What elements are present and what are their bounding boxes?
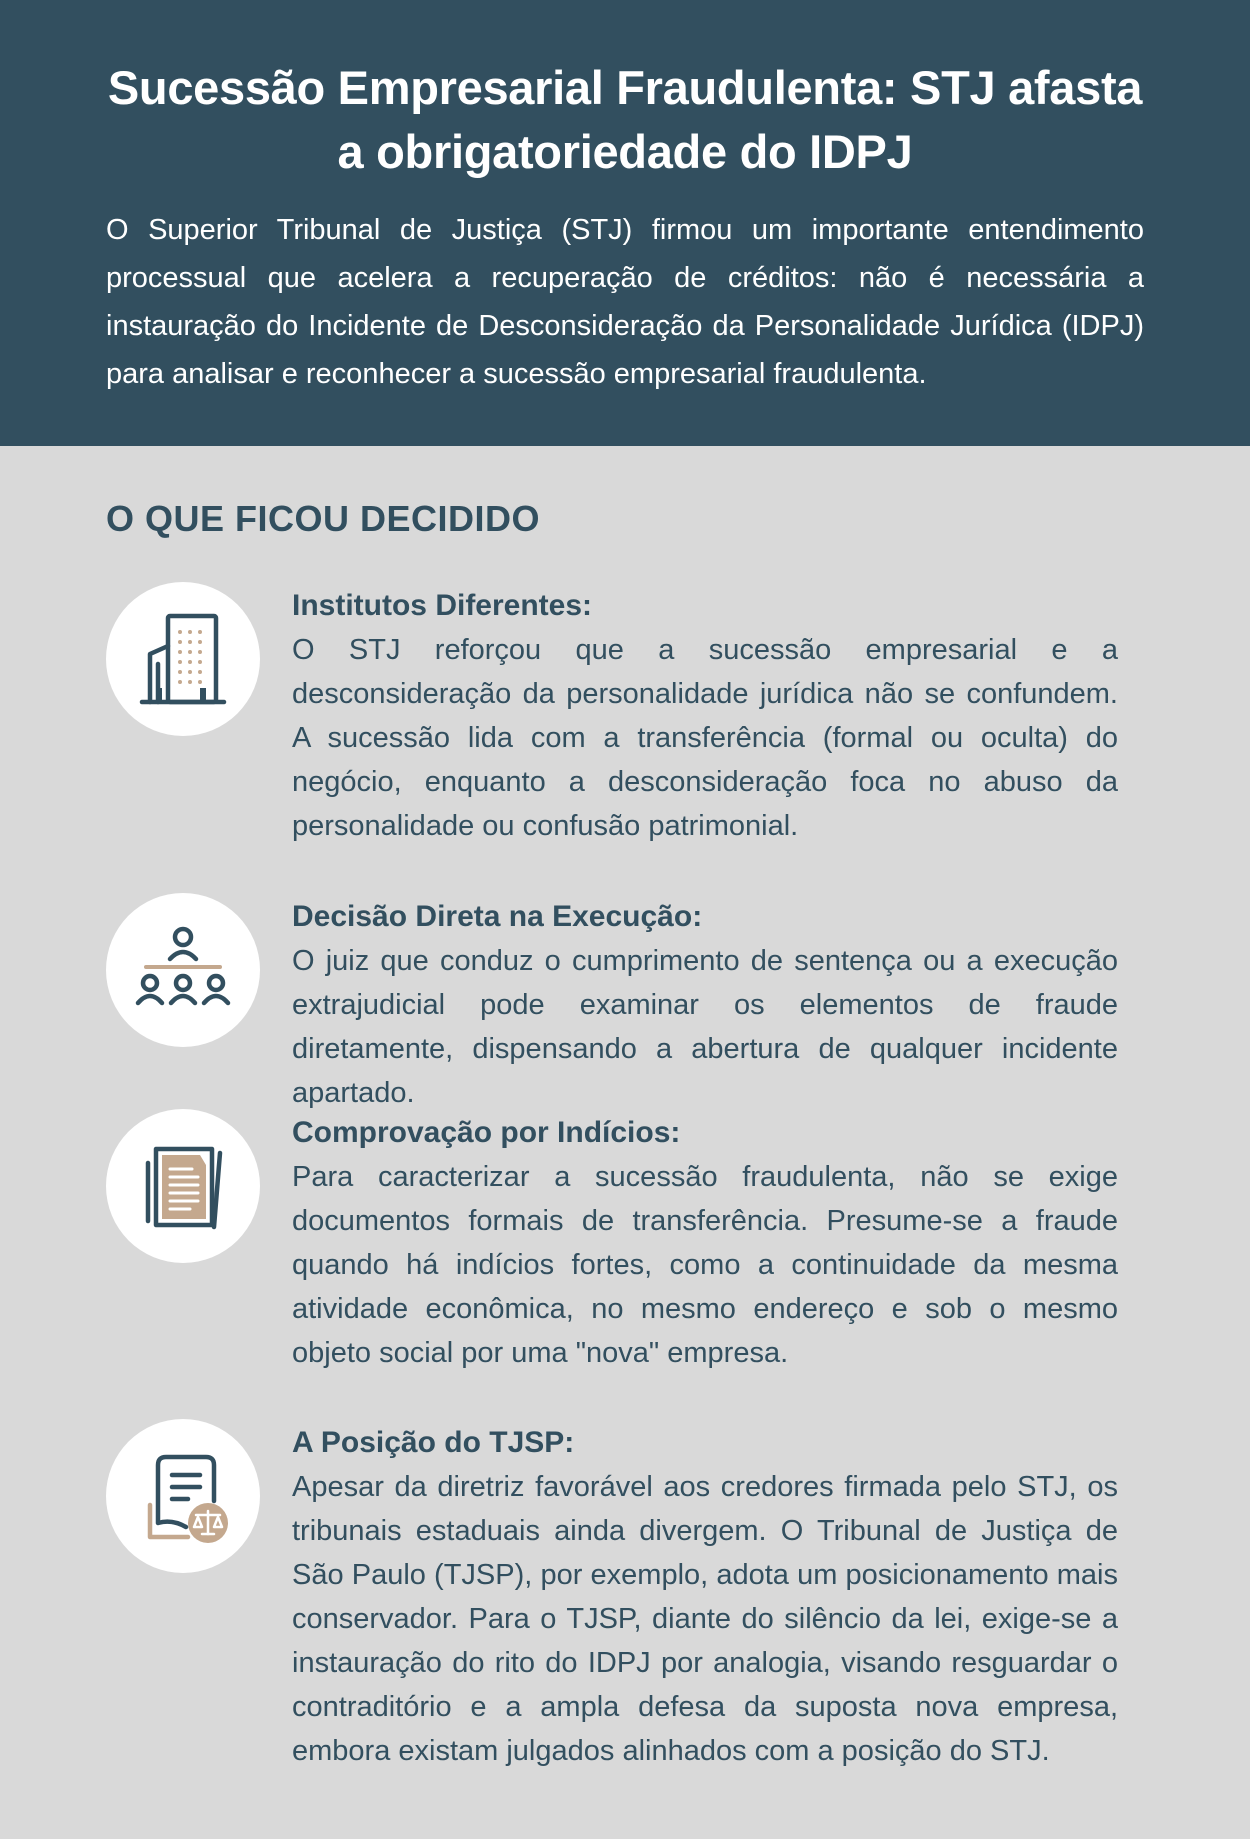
item-text — [292, 588, 1118, 848]
item-text — [292, 899, 1118, 1115]
item-body: O STJ reforçou que a sucessão empresarial e a desconsideração da personalidade jurídica não se confundem. A sucessão lida com a transferência (formal ou oculta) do negócio, enquanto a desconsideração foca no abuso da personalidade ou confusão patrimonial. — [292, 634, 1118, 842]
item-body: O juiz que conduz o cumprimento de sentença ou a execução extrajudicial pode examinar os elementos de fraude diretamente, dispensando a abertura de qualquer incidente apartado. — [292, 945, 1118, 1109]
main-content — [0, 446, 1250, 540]
header-banner — [0, 0, 1250, 446]
decision-item-comprovacao — [106, 1115, 1118, 1375]
icon-circle — [106, 893, 260, 1047]
item-body: Apesar da diretriz favorável aos credores firmada pelo STJ, os tribunais estaduais ainda divergem. O Tribunal de Justiça de São Paulo (TJSP), por exemplo, adota um posicionamento mais conservador. Para o TJSP, diante do silêncio da lei, exige-se a instauração do rito do IDPJ por analogia, visando resguardar o contraditório e a ampla defesa da suposta nova empresa, embora existam julgados alinhados com a posição do STJ. — [292, 1471, 1118, 1767]
decision-item-tjsp — [106, 1425, 1118, 1773]
decision-item-decisao — [106, 899, 1118, 1115]
section-heading: O QUE FICOU DECIDIDO — [106, 498, 541, 539]
documents-icon — [128, 1131, 238, 1241]
legal-document-scales-icon — [128, 1441, 238, 1551]
hierarchy-icon — [128, 915, 238, 1025]
item-title: Decisão Direta na Execução: — [292, 900, 703, 933]
item-body: Para caracterizar a sucessão fraudulenta, não se exige documentos formais de transferência. Presume-se a fraude quando há indícios fortes, como a continuidade da mesma atividade econômica, no mesmo endereço e sob o mesmo objeto social por uma "nova" empresa. — [292, 1161, 1118, 1369]
item-text — [292, 1115, 1118, 1375]
icon-circle — [106, 582, 260, 736]
icon-circle — [106, 1419, 260, 1573]
decision-item-institutos — [106, 588, 1118, 848]
item-title: A Posição do TJSP: — [292, 1426, 575, 1459]
page-title: Sucessão Empresarial Fraudulenta: STJ afasta a obrigatoriedade do IDPJ — [107, 61, 1143, 178]
intro-paragraph: O Superior Tribunal de Justiça (STJ) firmou um importante entendimento processual que acelera a recuperação de créditos: não é necessária a instauração do Incidente de Desconsideração da Personalidade Jurídica (IDPJ) para analisar e reconhecer a sucessão empresarial fraudulenta. — [106, 214, 1144, 390]
item-title: Comprovação por Indícios: — [292, 1116, 681, 1149]
item-text — [292, 1425, 1118, 1773]
icon-circle — [106, 1109, 260, 1263]
buildings-icon — [128, 604, 238, 714]
item-title: Institutos Diferentes: — [292, 589, 593, 622]
